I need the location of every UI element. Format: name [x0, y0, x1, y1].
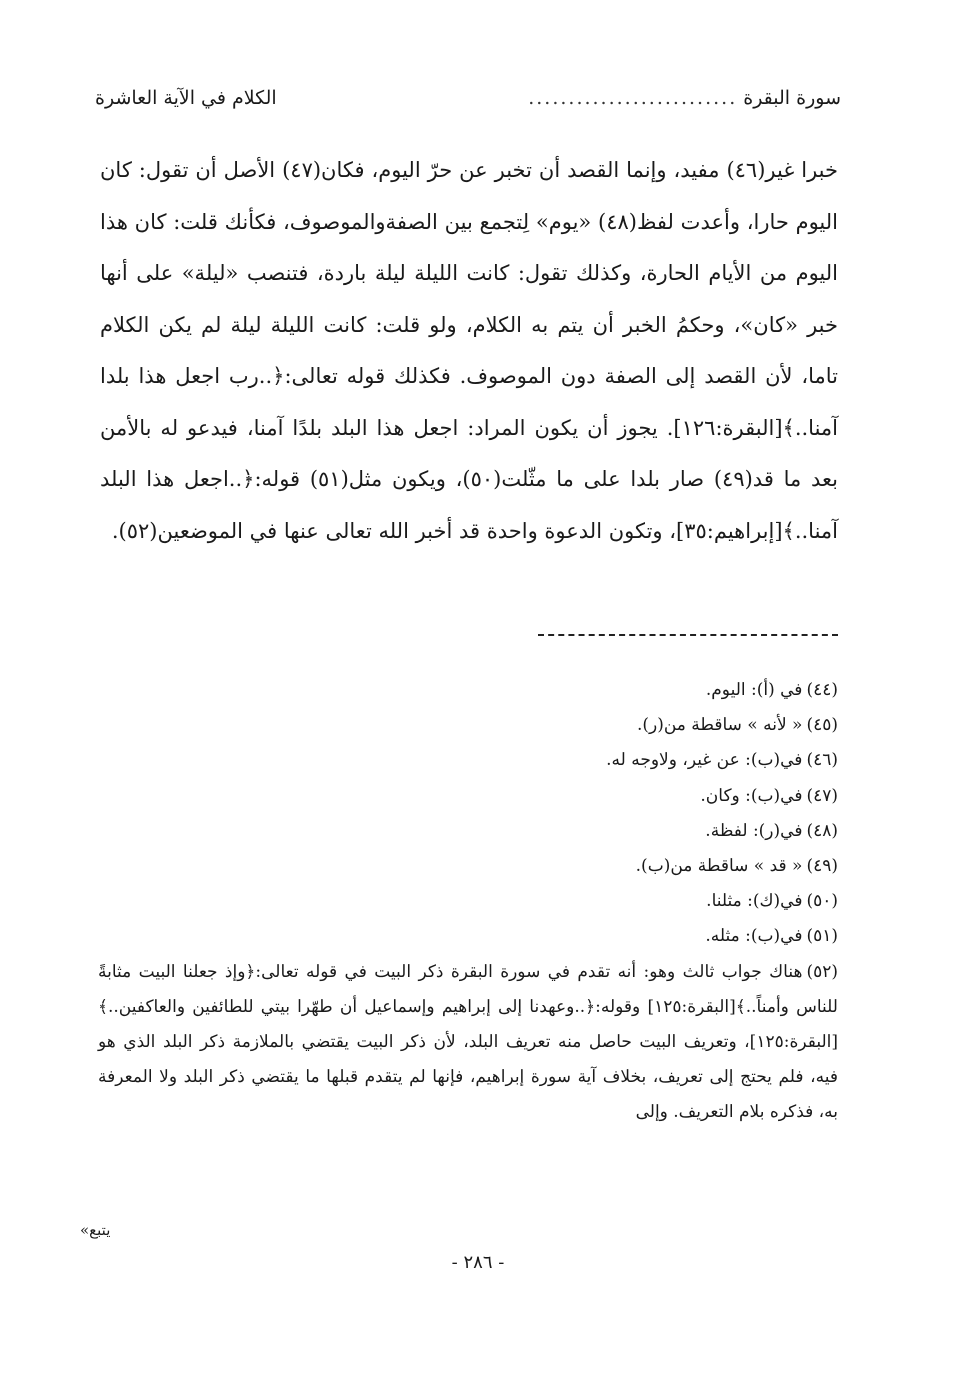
- chapter-title: سورة البقرة: [743, 87, 841, 109]
- header-leader-dots: ..........................: [528, 87, 738, 109]
- footnote-50: [98, 884, 838, 919]
- footnote-number: (٤٥): [806, 715, 838, 736]
- footnote-text: في(ب): مثله.: [705, 926, 803, 947]
- footnote-number: (٥٢): [806, 961, 838, 982]
- continuation-marker: يتبع»: [80, 1221, 111, 1239]
- footnote-text: في(ب): عن غير، ولاوجه له.: [606, 750, 803, 771]
- footnote-44: [98, 673, 838, 708]
- footnote-number: (٤٩): [806, 856, 838, 877]
- footnote-separator: [538, 634, 838, 636]
- footnote-47: [98, 779, 838, 814]
- footnote-text: « لأنه » ساقطة من(ر).: [636, 715, 803, 736]
- footnote-number: (٤٨): [806, 820, 838, 841]
- main-text: [100, 145, 838, 557]
- footnote-number: (٥١): [806, 926, 838, 947]
- footnotes: [98, 673, 838, 1131]
- body-paragraph: خبرا غير(٤٦) مفيد، وإنما القصد أن تخبر عن حرّ اليوم، فكان(٤٧) الأصل أن تقول: كان اليوم حارا، وأعدت لفظ(٤٨) «يوم» لِتجمع بين الصفةوالموصوف، فكأنك قلت: كان هذا اليوم من الأيام الحارة، وكذلك تقول: كانت الليلة ليلة باردة، فتنصب «ليلة» على أنها خبر «كان»، وحكمُ الخبر أن يتم به الكلام، ولو قلت: كانت الليلة ليلة لم يكن الكلام تاما، لأن القصد إلى الصفة دون الموصوف. فكذلك قوله تعالى:﴿..رب اجعل هذا بلدا آمنا..﴾[البقرة:١٢٦]. يجوز أن يكون المراد: اجعل هذا البلد بلدًا آمنا، فيدعو له بالأمن بعد ما قد(٤٩) صار بلدا على ما مثّلت(٥٠)، ويكون مثل(٥١) قوله:﴿..اجعل هذا البلد آمنا..﴾[إبراهيم:٣٥]، وتكون الدعوة واحدة قد أخبر الله تعالى عنها في الموضعين(٥٢).: [100, 158, 838, 543]
- footnote-text: في(ك): مثلنا.: [706, 891, 803, 912]
- footnote-number: (٥٠): [806, 891, 838, 912]
- footnote-number: (٤٤): [806, 680, 838, 700]
- footnote-48: [98, 814, 838, 849]
- section-title: الكلام في الآية العاشرة: [95, 87, 277, 109]
- footnote-text: في (أ): اليوم.: [705, 680, 803, 700]
- footnote-46: [98, 743, 838, 778]
- footnote-52: [98, 955, 838, 1131]
- footnote-number: (٤٦): [806, 750, 838, 771]
- footnote-text: في(ر): لفظة.: [705, 820, 803, 841]
- footnote-text: « قد » ساقطة من(ب).: [635, 856, 803, 877]
- footnote-text: هناك جواب ثالث وهو: أنه تقدم في سورة البقرة ذكر البيت في قوله تعالى:﴿وإذ جعلنا البيت مثابةً للناس وأمناً..﴾[البقرة:١٢٥] وقوله:﴿..وعهدنا إلى إبراهيم وإسماعيل أن طهّرا بيتي للطائفين والعاكفين..﴾[البقرة:١٢٥]، وتعريف البيت حاصل منه تعريف البلد، لأن ذكر البيت يقتضي بالملازمة ذكر البلد الذي هو فيه، فلم يحتج إلى تعريف، بخلاف آية سورة إبراهيم، فإنها لم يتقدم قبلها ما يقتضي ذكر البلد ولا المعرفة به، فذكره بلام التعريف. وإلى: [98, 961, 838, 1123]
- footnote-number: (٤٧): [806, 785, 838, 806]
- footnote-49: [98, 849, 838, 884]
- running-header: [95, 84, 841, 112]
- footnote-45: [98, 708, 838, 743]
- footnote-text: في(ب): وكان.: [700, 785, 803, 806]
- footnote-51: [98, 919, 838, 954]
- page-number: - ٢٨٦ -: [451, 1252, 505, 1273]
